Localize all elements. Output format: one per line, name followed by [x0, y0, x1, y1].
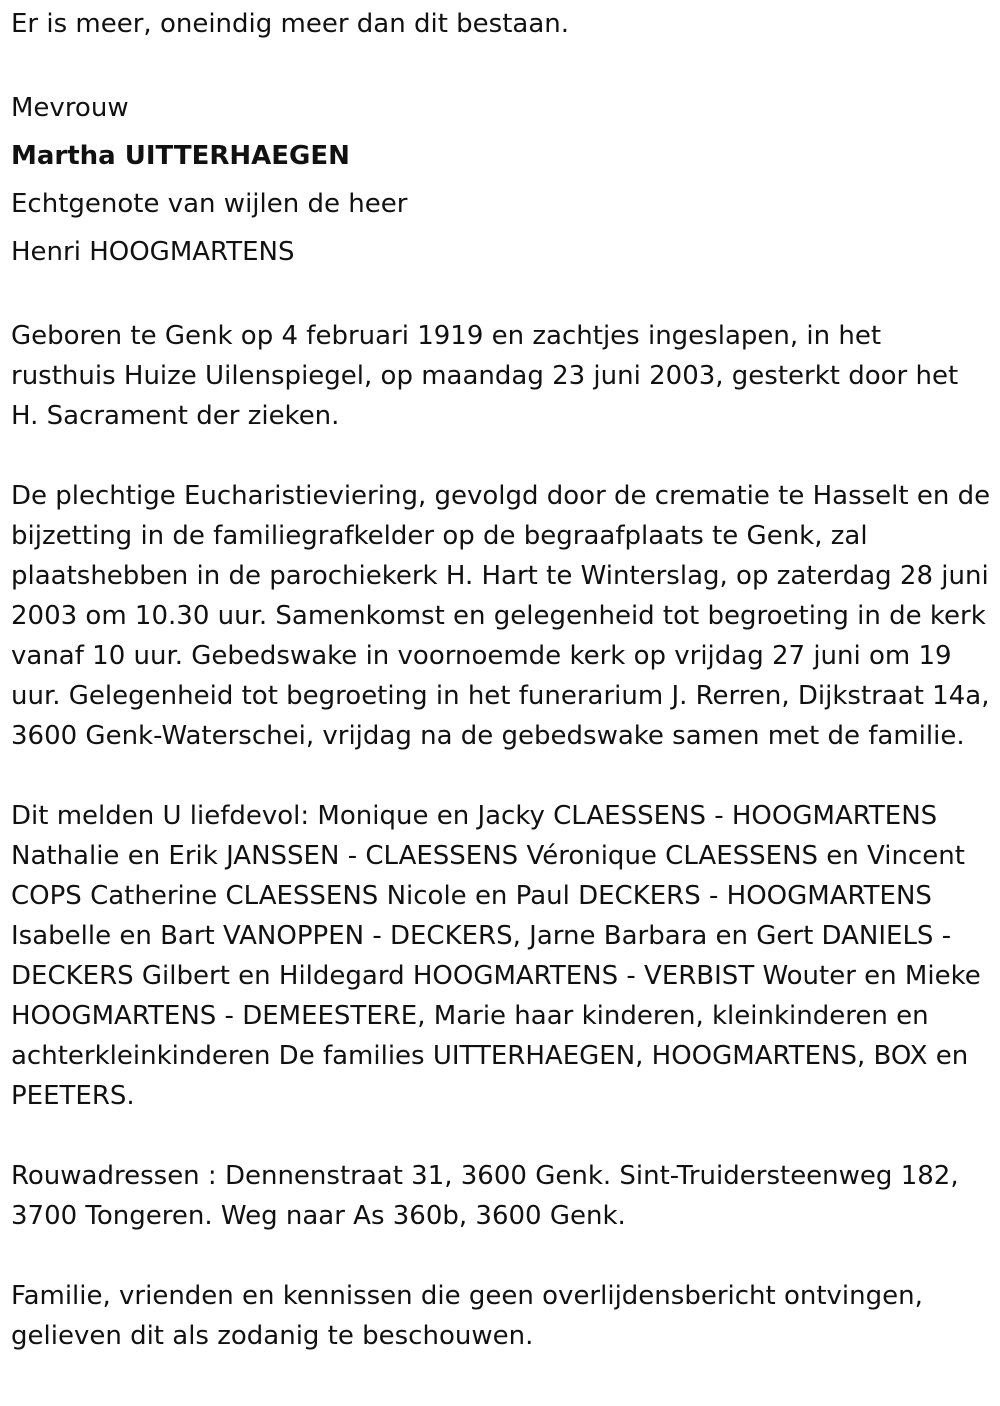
deceased-name: Martha UITTERHAEGEN	[11, 141, 350, 171]
obituary-document	[11, 4, 993, 1356]
title: Mevrouw	[11, 93, 129, 123]
spacer	[11, 1116, 993, 1156]
spacer	[11, 44, 993, 84]
spacer	[11, 276, 993, 316]
addresses-paragraph: Rouwadressen : Dennenstraat 31, 3600 Genk. Sint-Truidersteenweg 182, 3700 Tongeren. Weg naar As 360b, 3600 Genk.	[11, 1161, 959, 1231]
service-paragraph: De plechtige Eucharistieviering, gevolgd door de crematie te Hasselt en de bijzetting in de familiegrafkelder op de begraafplaats te Genk, zal plaatshebben in de parochiekerk H. Hart te Winterslag, op zaterdag 28 juni 2003 om 10.30 uur. Samenkomst en gelegenheid tot begroeting in de kerk vanaf 10 uur. Gebedswake in voornoemde kerk op vrijdag 27 juni om 19 uur. Gelegenheid tot begroeting in het funerarium J. Rerren, Dijkstraat 14a, 3600 Genk-Waterschei, vrijdag na de gebedswake samen met de familie.	[11, 481, 991, 751]
spouse-name: Henri HOOGMARTENS	[11, 237, 295, 267]
spacer	[11, 1236, 993, 1276]
family-paragraph: Dit melden U liefdevol: Monique en Jacky CLAESSENS - HOOGMARTENS Nathalie en Erik JANSSEN - CLAESSENS Véronique CLAESSENS en Vincent COPS Catherine CLAESSENS Nicole en Paul DECKERS - HOOGMARTENS Isabelle en Bart VANOPPEN - DECKERS, Jarne Barbara en Gert DANIELS - DECKERS Gilbert en Hildegard HOOGMARTENS - VERBIST Wouter en Mieke HOOGMARTENS - DEMEESTERE, Marie haar kinderen, kleinkinderen en achterkleinkinderen De families UITTERHAEGEN, HOOGMARTENS, BOX en PEETERS.	[11, 801, 981, 1111]
spacer	[11, 756, 993, 796]
spacer	[11, 436, 993, 476]
closing-paragraph: Familie, vrienden en kennissen die geen overlijdensbericht ontvingen, gelieven dit als zodanig te beschouwen.	[11, 1281, 923, 1351]
opening-quote: Er is meer, oneindig meer dan dit bestaan.	[11, 9, 570, 39]
spouse-intro: Echtgenote van wijlen de heer	[11, 189, 408, 219]
birth-death-paragraph: Geboren te Genk op 4 februari 1919 en zachtjes ingeslapen, in het rusthuis Huize Uilenspiegel, op maandag 23 juni 2003, gesterkt door het H. Sacrament der zieken.	[11, 321, 959, 431]
